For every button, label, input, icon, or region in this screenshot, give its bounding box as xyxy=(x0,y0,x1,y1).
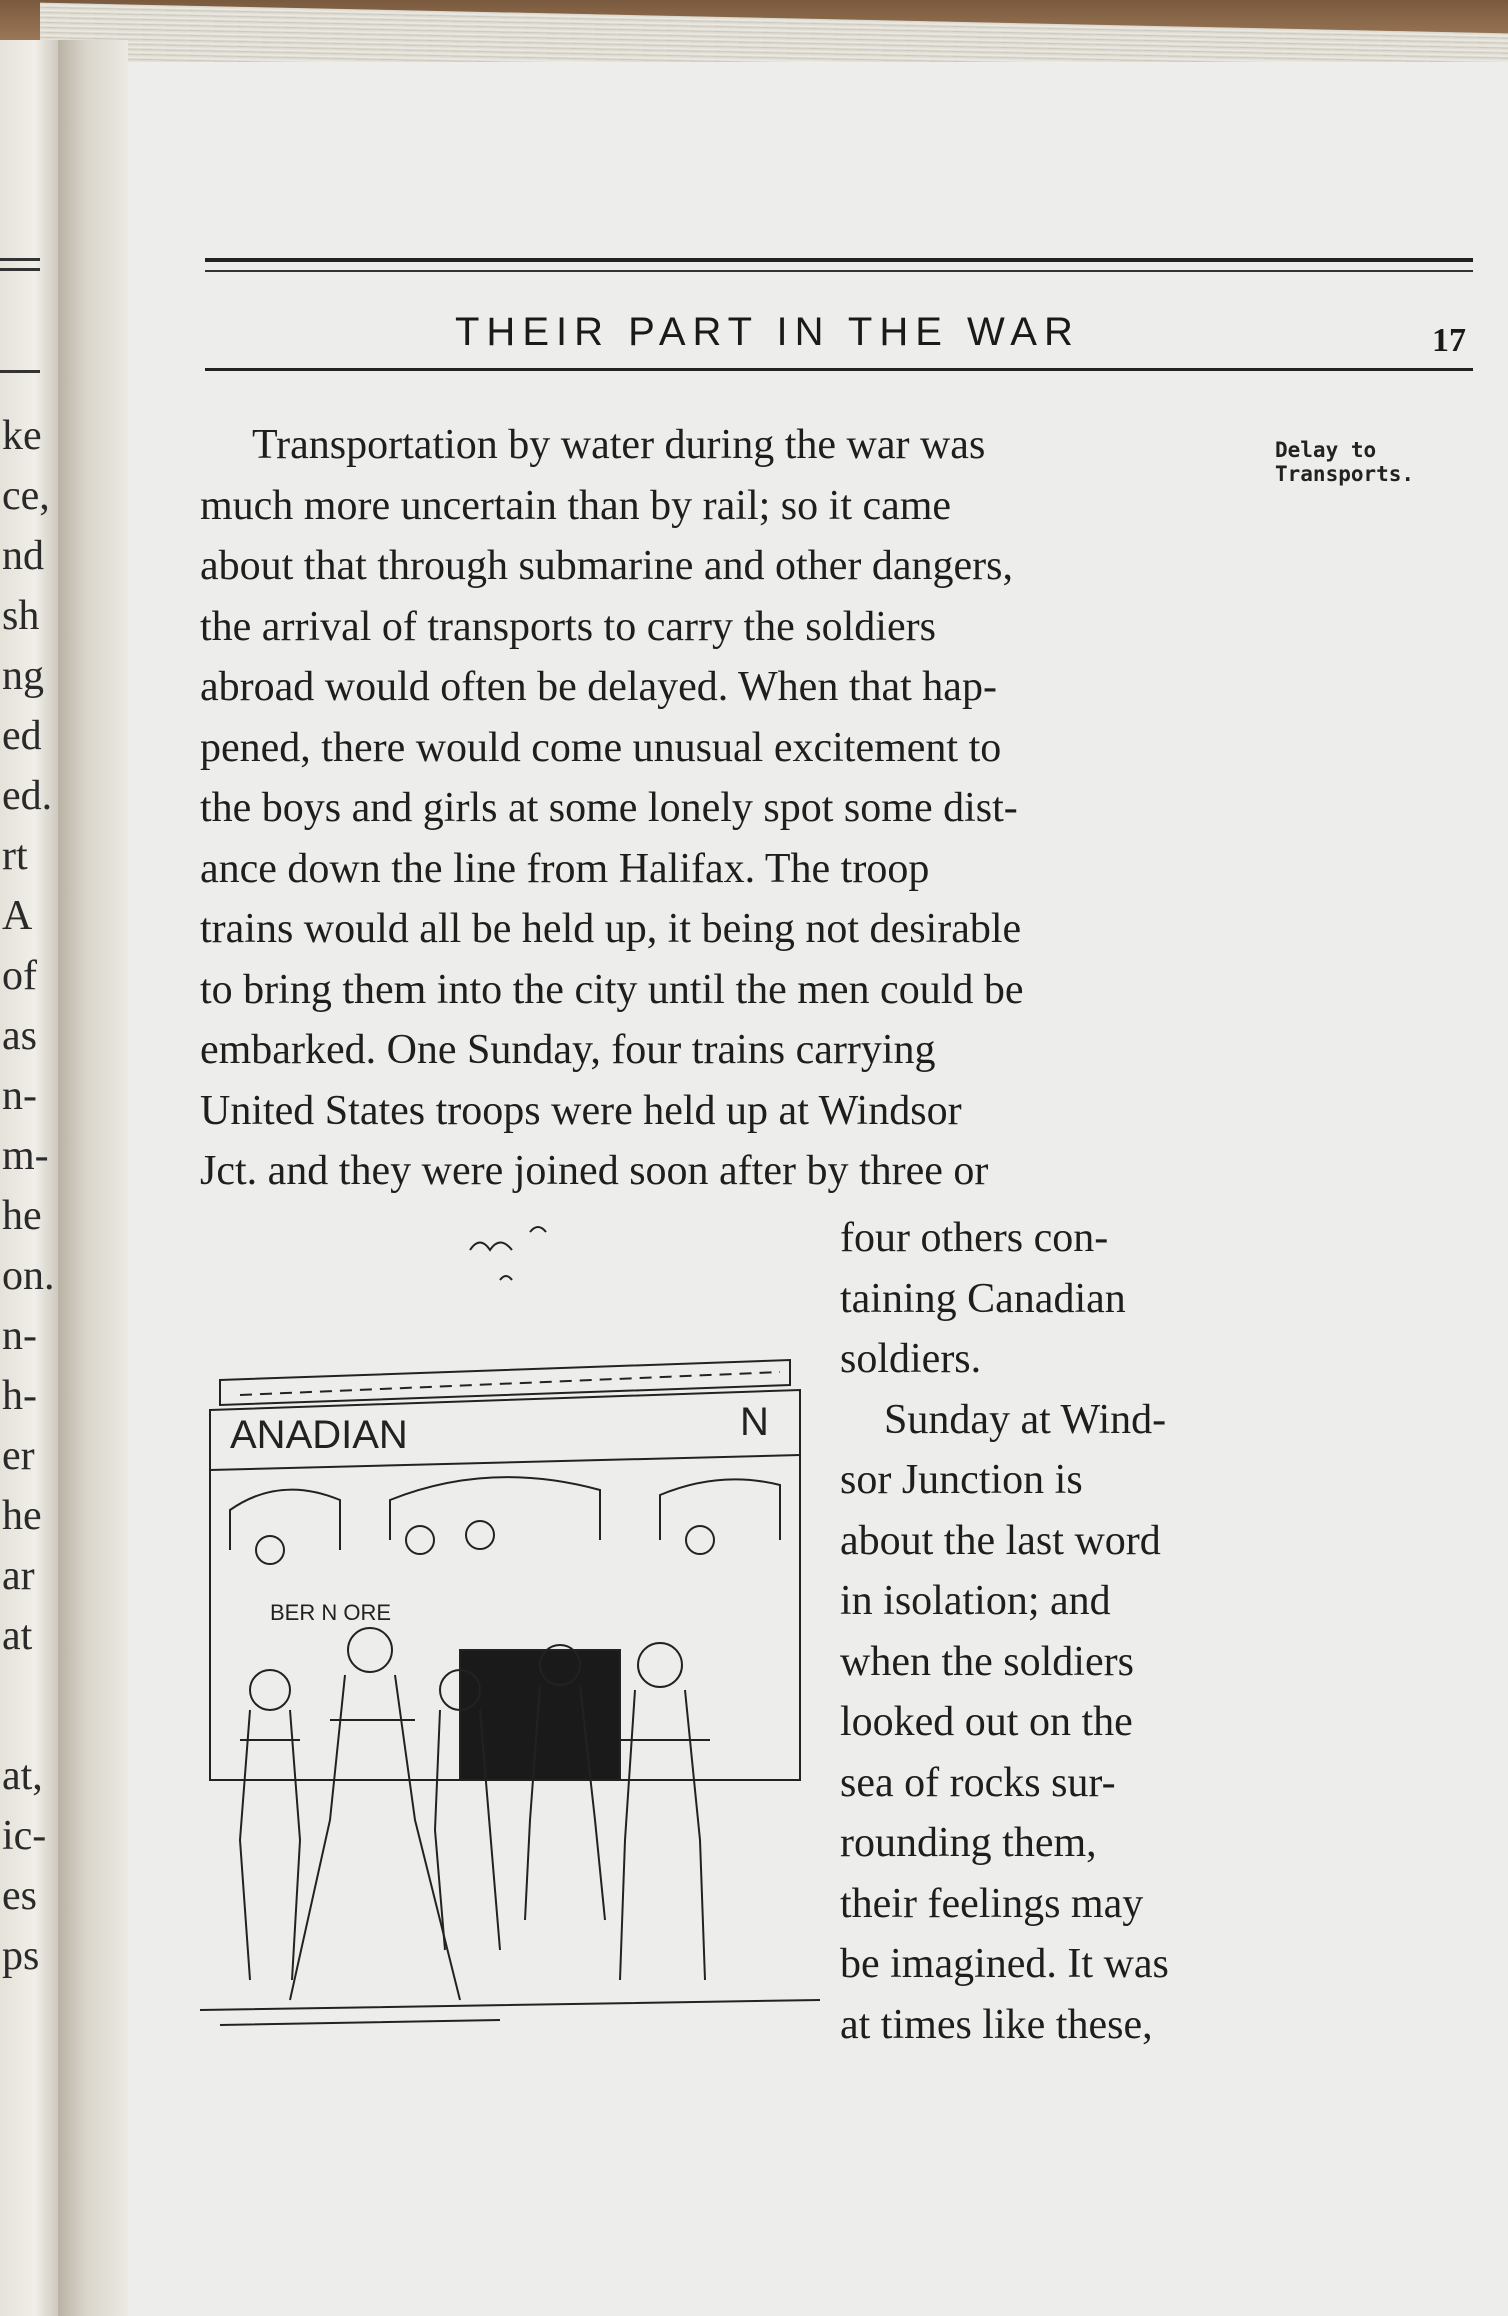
main-paragraph xyxy=(200,415,1250,1202)
text-line: to bring them into the city until the men could be xyxy=(200,966,1024,1013)
margin-note-line: Delay to xyxy=(1275,438,1377,462)
soldier-head xyxy=(466,1521,494,1549)
text-line: when the soldiers xyxy=(840,1638,1134,1685)
ground-line xyxy=(200,2000,820,2025)
text-line: sor Junction is xyxy=(840,1457,1083,1503)
left-fragment: as xyxy=(2,1013,37,1059)
left-fragment: ke xyxy=(2,413,42,459)
text-line: their feelings may xyxy=(840,1880,1144,1927)
header-bottom-rule xyxy=(205,368,1473,371)
text-line: embarked. One Sunday, four trains carrying xyxy=(200,1027,936,1073)
left-fragment: es xyxy=(2,1873,37,1919)
left-fragment: rt xyxy=(2,833,28,879)
car-window xyxy=(230,1490,340,1550)
left-facing-page xyxy=(0,40,58,2316)
soldier-head xyxy=(256,1536,284,1564)
running-head: THEIR PART IN THE WAR xyxy=(455,310,1080,354)
left-fragment: ng xyxy=(2,653,44,699)
header-rule xyxy=(205,270,1473,272)
left-fragment: sh xyxy=(2,593,40,639)
text-line: taining Canadian xyxy=(840,1275,1126,1322)
smoke-icon xyxy=(470,1227,546,1280)
text-line: the boys and girls at some lonely spot some dist- xyxy=(200,785,1018,831)
text-line: the arrival of transports to carry the soldiers xyxy=(200,603,936,650)
soldier-figure xyxy=(620,1643,710,1980)
text-line: soldiers. xyxy=(840,1336,982,1382)
left-fragment: on. xyxy=(2,1253,55,1299)
text-line: trains would all be held up, it being not desirable xyxy=(200,906,1022,952)
text-line: United States troops were held up at Windsor xyxy=(200,1087,962,1134)
book-gutter xyxy=(58,40,128,2316)
wrapped-column xyxy=(840,1208,1240,2055)
soldier-head xyxy=(406,1526,434,1554)
left-fragment: n- xyxy=(2,1073,37,1119)
margin-note xyxy=(1275,438,1414,486)
left-fragment: er xyxy=(2,1433,35,1479)
left-fragment: ic- xyxy=(2,1813,47,1859)
left-fragment: ar xyxy=(2,1553,35,1599)
car-window xyxy=(660,1479,780,1540)
left-fragment: he xyxy=(2,1193,42,1239)
text-line: looked out on the xyxy=(840,1699,1133,1745)
left-fragment: ed. xyxy=(2,773,53,819)
left-fragment: ed xyxy=(2,713,42,759)
text-line: sea of rocks sur- xyxy=(840,1759,1116,1806)
left-fragment: ps xyxy=(2,1933,40,1979)
chalk-writing: BER N ORE xyxy=(270,1600,392,1625)
margin-note-line: Transports. xyxy=(1275,462,1415,486)
text-line: about the last word xyxy=(840,1517,1161,1564)
left-fragment: ce, xyxy=(2,473,50,519)
left-page-rule xyxy=(0,268,40,271)
text-line: ance down the line from Halifax. The troop xyxy=(200,845,930,892)
soldier-head xyxy=(686,1526,714,1554)
left-fragment: h- xyxy=(2,1373,37,1419)
text-line: about that through submarine and other dangers, xyxy=(200,543,1013,589)
train-roof xyxy=(220,1360,790,1405)
left-fragment: he xyxy=(2,1493,42,1539)
text-line: Jct. and they were joined soon after by three or xyxy=(200,1148,989,1194)
left-page-rule xyxy=(0,370,40,373)
left-fragment: nd xyxy=(2,533,44,579)
text-line: four others con- xyxy=(840,1215,1109,1261)
left-fragment: at, xyxy=(2,1753,43,1799)
left-fragment: at xyxy=(2,1613,33,1659)
text-line: in isolation; and xyxy=(840,1578,1111,1624)
soldier-figure xyxy=(290,1628,460,2000)
left-fragment: n- xyxy=(2,1313,37,1359)
page-number: 17 xyxy=(1432,322,1466,359)
car-letter: N xyxy=(740,1400,769,1444)
text-line: pened, there would come unusual excitement to xyxy=(200,724,1002,771)
car-lettering: ANADIAN xyxy=(230,1413,408,1457)
left-fragment: of xyxy=(2,953,37,999)
text-line: be imagined. It was xyxy=(840,1941,1169,1987)
text-line: Sunday at Wind- xyxy=(884,1396,1167,1443)
text-line: Transportation by water during the war was xyxy=(252,422,986,468)
text-line: abroad would often be delayed. When that hap- xyxy=(200,664,997,710)
left-fragment: m- xyxy=(2,1133,49,1179)
text-line: at times like these, xyxy=(840,2001,1153,2048)
soldiers-at-train-illustration xyxy=(200,1220,820,2040)
car-window xyxy=(390,1477,600,1540)
left-fragment: A xyxy=(2,893,33,939)
header-rule xyxy=(205,258,1473,262)
text-line: rounding them, xyxy=(840,1820,1097,1866)
soldier-figure xyxy=(240,1670,300,1980)
text-line: much more uncertain than by rail; so it came xyxy=(200,482,952,529)
left-page-rule xyxy=(0,258,40,261)
